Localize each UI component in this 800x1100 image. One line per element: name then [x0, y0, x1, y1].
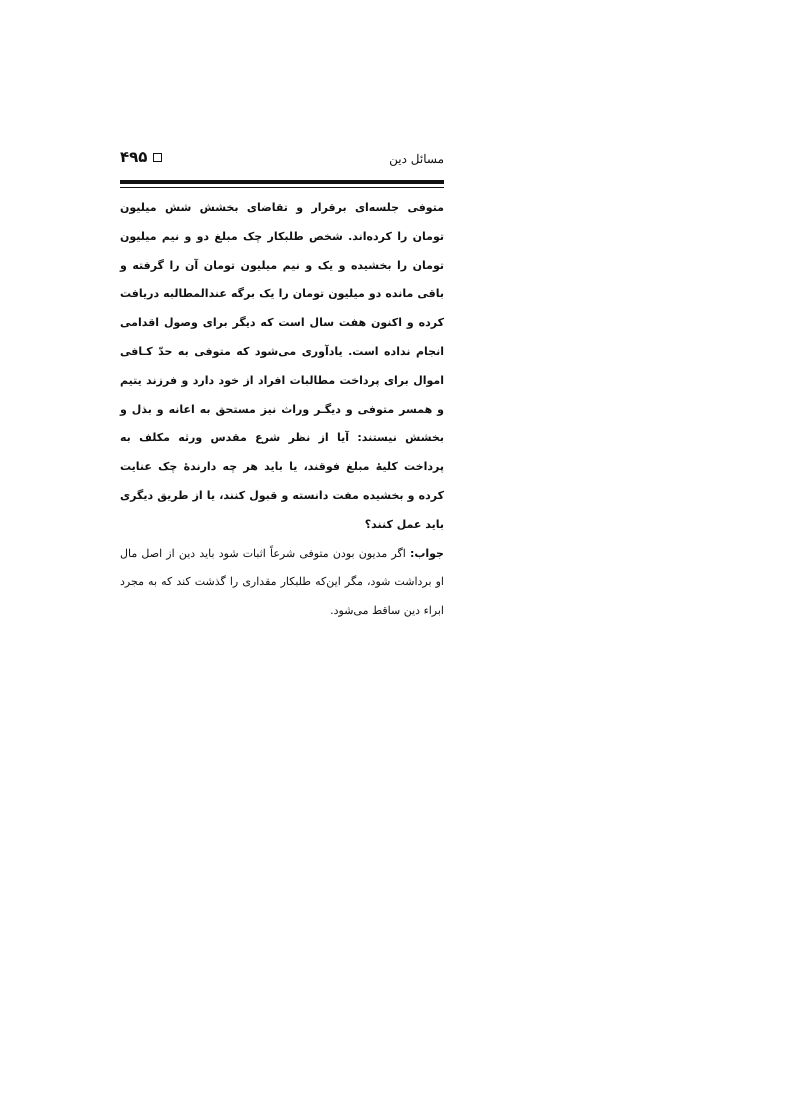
answer-paragraph [120, 540, 444, 626]
header-rule-thick [120, 180, 444, 184]
body-text [120, 194, 444, 626]
header-rule-thin [120, 187, 444, 188]
page-header [120, 148, 444, 172]
page-number: ۴۹۵ [120, 148, 148, 166]
running-title: مسائل دين [389, 152, 444, 166]
square-icon [153, 153, 162, 162]
question-paragraph: متوفی جلسه‌ای برقرار و تقاضای بخشش شش میلیون تومان را کرده‌اند. شخص طلبکار چک مبلغ دو و نیم میلیون تومان را بخشیده و یک و نیم میلیون تومان آن را گرفته و باقی مانده دو میلیون تومان را یک برگه عندالمطالبه دریافت کرده و اکنون هفت سال است که دیگر برای وصول اقدامی انجام نداده است. یادآوری می‌شود که متوفی به حدّ کـافی اموال برای پرداخت مطالبات افراد از خود دارد و فرزند یتیم و همسر متوفی و دیگـر وراث نیز مستحق به اعانه و بذل و بخشش نیستند: آیا از نظر شرع مقدس ورثه مکلف به پرداخت کلیهٔ مبلغ فوقند، یا باید هر چه دارندهٔ چک عنایت کرده و بخشیده مفت دانسته و قبول کنند، یا از طریق دیگری باید عمل کنند؟ [120, 201, 444, 531]
answer-text: اگر مدیون بودن متوفی شرعاً اثبات شود باید دین از اصل مال او برداشت شود، مگر این‌که طلبکار مقداری را گذشت کند که به مجرد ابراء دین ساقط می‌شود. [120, 546, 444, 618]
answer-label: جواب: [409, 546, 444, 560]
page-number-group [120, 148, 162, 166]
